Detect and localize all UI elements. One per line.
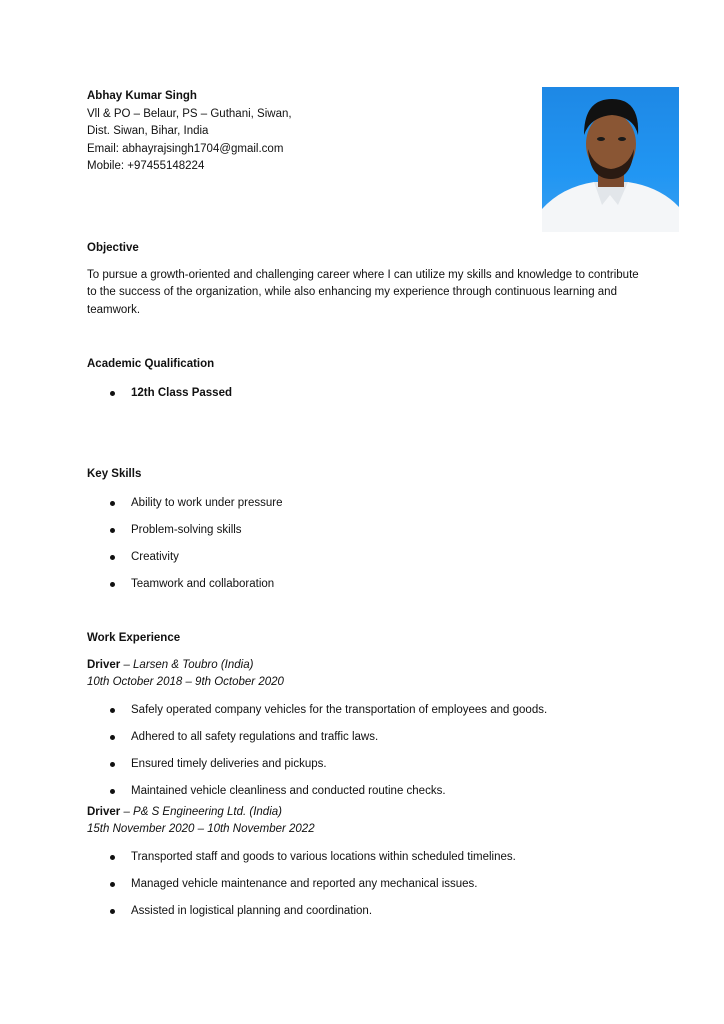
job-company: – P& S Engineering Ltd. (India): [120, 805, 282, 818]
job-role: Driver: [87, 805, 121, 818]
objective-title: Objective: [87, 242, 139, 254]
job-dates: 15th November 2020 – 10th November 2022: [87, 823, 315, 835]
candidate-name: Abhay Kumar Singh: [87, 90, 197, 102]
job-entry: [87, 804, 647, 930]
duty-item: Transported staff and goods to various locations within scheduled timelines.: [87, 849, 647, 876]
duty-item: Assisted in logistical planning and coordination.: [87, 903, 647, 930]
skills-title: Key Skills: [87, 468, 142, 480]
skill-item: Creativity: [87, 549, 647, 576]
academic-section: [87, 356, 647, 412]
skill-item: Ability to work under pressure: [87, 495, 647, 522]
skills-section: [87, 466, 647, 603]
skill-item: Problem-solving skills: [87, 522, 647, 549]
duty-item: Ensured timely deliveries and pickups.: [87, 756, 647, 783]
academic-item: 12th Class Passed: [87, 385, 647, 412]
mobile: Mobile: +97455148224: [87, 160, 205, 172]
objective-section: [87, 240, 647, 319]
profile-photo: [542, 87, 679, 232]
job-duties: [87, 702, 647, 810]
academic-list: [87, 385, 647, 412]
address-line-2: Dist. Siwan, Bihar, India: [87, 125, 209, 137]
duty-item: Maintained vehicle cleanliness and conducted routine checks.: [87, 783, 647, 810]
contact-block: [87, 88, 507, 176]
objective-text: To pursue a growth-oriented and challenging career where I can utilize my skills and knowledge to contribute to the success of the organization, while also enhancing my experience through continuous learning and teamwork.: [87, 268, 639, 316]
job-duties: [87, 849, 647, 930]
skills-list: [87, 495, 647, 603]
duty-item: Managed vehicle maintenance and reported any mechanical issues.: [87, 876, 647, 903]
experience-section: [87, 630, 647, 930]
address-line-1: Vll & PO – Belaur, PS – Guthani, Siwan,: [87, 107, 292, 120]
job-company: – Larsen & Toubro (India): [120, 658, 254, 671]
job-role: Driver: [87, 658, 121, 671]
email: Email: abhayrajsingh1704@gmail.com: [87, 142, 284, 155]
job-dates: 10th October 2018 – 9th October 2020: [87, 676, 284, 688]
job-entry: [87, 657, 647, 810]
duty-item: Adhered to all safety regulations and traffic laws.: [87, 729, 647, 756]
job-heading: [87, 657, 647, 675]
skill-item: Teamwork and collaboration: [87, 576, 647, 603]
academic-title: Academic Qualification: [87, 358, 215, 370]
duty-item: Safely operated company vehicles for the transportation of employees and goods.: [87, 702, 647, 729]
experience-title: Work Experience: [87, 632, 181, 644]
